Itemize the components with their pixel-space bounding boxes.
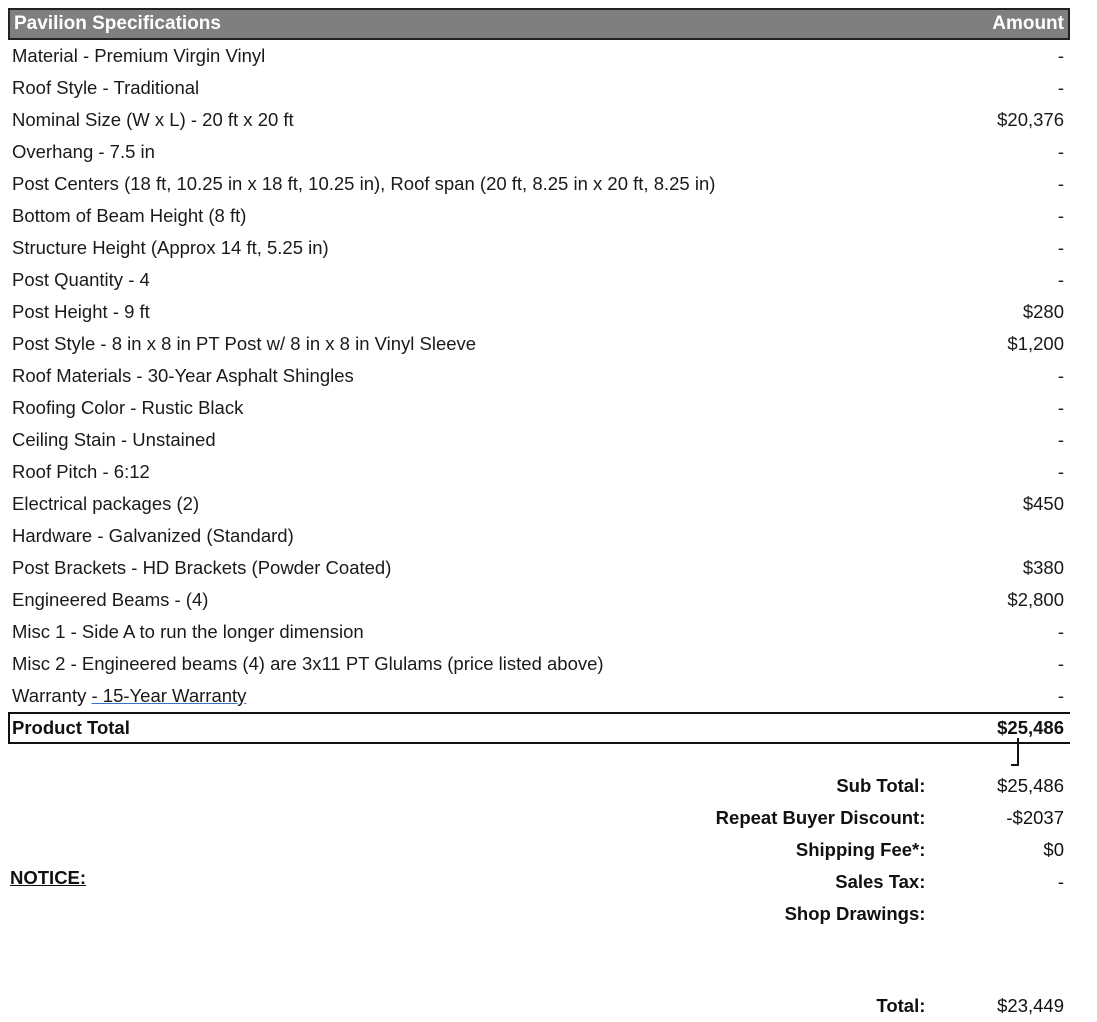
- table-row: [8, 104, 1070, 136]
- row-description: Post Centers (18 ft, 10.25 in x 18 ft, 10.25 in), Roof span (20 ft, 8.25 in x 20 ft, 8.25 in): [12, 173, 716, 194]
- total-row: [600, 990, 1070, 1022]
- table-row: [8, 456, 1070, 488]
- warranty-link[interactable]: - 15-Year Warranty: [91, 685, 247, 706]
- row-amount: -: [1057, 45, 1064, 66]
- row-description: Roof Materials - 30-Year Asphalt Shingles: [12, 365, 354, 386]
- row-description: Bottom of Beam Height (8 ft): [12, 205, 247, 226]
- header-spec-label: Pavilion Specifications: [14, 13, 221, 34]
- grand-total-section: [600, 990, 1070, 1022]
- row-amount: -: [1057, 205, 1064, 226]
- row-description: Post Brackets - HD Brackets (Powder Coated): [12, 557, 392, 578]
- row-amount: -: [1057, 653, 1064, 674]
- sales-tax-value: -: [1057, 871, 1064, 892]
- header-amount-label: Amount: [992, 13, 1064, 34]
- table-row: [8, 360, 1070, 392]
- table-row: [8, 392, 1070, 424]
- row-description: Ceiling Stain - Unstained: [12, 429, 216, 450]
- table-row: [8, 200, 1070, 232]
- notice-label: NOTICE:: [10, 867, 87, 888]
- row-description: Electrical packages (2): [12, 493, 200, 514]
- text-cursor-icon: [1017, 738, 1019, 766]
- table-row: [8, 72, 1070, 104]
- row-amount: -: [1057, 237, 1064, 258]
- discount-row: [600, 802, 1070, 834]
- row-amount: -: [1057, 461, 1064, 482]
- row-amount: -: [1057, 685, 1064, 706]
- product-total-amount[interactable]: $25,486: [997, 717, 1064, 738]
- sales-tax-label: Sales Tax:: [835, 871, 926, 892]
- row-amount: -: [1057, 173, 1064, 194]
- shipping-row: [600, 834, 1070, 866]
- row-description: Hardware - Galvanized (Standard): [12, 525, 294, 546]
- row-description: Misc 1 - Side A to run the longer dimension: [12, 621, 364, 642]
- row-description: Overhang - 7.5 in: [12, 141, 155, 162]
- row-amount: -: [1057, 77, 1064, 98]
- row-description: Roof Pitch - 6:12: [12, 461, 150, 482]
- row-description: Post Style - 8 in x 8 in PT Post w/ 8 in x 8 in Vinyl Sleeve: [12, 333, 477, 354]
- table-row: [8, 648, 1070, 680]
- table-row: [8, 136, 1070, 168]
- total-value: $23,449: [997, 995, 1064, 1016]
- warranty-prefix: Warranty: [12, 685, 92, 706]
- product-total-label: Product Total: [12, 717, 130, 738]
- sub-total-row: [600, 770, 1070, 802]
- row-amount: $380: [1022, 557, 1064, 578]
- total-label: Total:: [876, 995, 926, 1016]
- sub-total-value: $25,486: [997, 775, 1064, 796]
- row-description: Post Quantity - 4: [12, 269, 150, 290]
- row-amount: -: [1057, 397, 1064, 418]
- row-description: [8, 685, 246, 707]
- row-amount: $280: [1022, 301, 1064, 322]
- row-description: Material - Premium Virgin Vinyl: [12, 45, 266, 66]
- row-description: Roofing Color - Rustic Black: [12, 397, 244, 418]
- discount-label: Repeat Buyer Discount:: [715, 807, 926, 828]
- row-description: Misc 2 - Engineered beams (4) are 3x11 PT Glulams (price listed above): [12, 653, 604, 674]
- shop-drawings-label: Shop Drawings:: [784, 903, 926, 924]
- shipping-value: $0: [1043, 839, 1064, 860]
- pavilion-spec-table: [8, 8, 1070, 744]
- table-row: [8, 584, 1070, 616]
- sub-total-label: Sub Total:: [836, 775, 926, 796]
- row-description: Nominal Size (W x L) - 20 ft x 20 ft: [12, 109, 294, 130]
- shop-drawings-row: [600, 898, 1070, 930]
- row-amount: -: [1057, 141, 1064, 162]
- row-description: Engineered Beams - (4): [12, 589, 209, 610]
- summary-section: [600, 770, 1070, 930]
- row-amount: -: [1057, 621, 1064, 642]
- table-header: [8, 8, 1070, 40]
- discount-value: -$2037: [1006, 807, 1064, 828]
- table-row: [8, 232, 1070, 264]
- table-row: [8, 264, 1070, 296]
- row-amount: $450: [1022, 493, 1064, 514]
- row-amount: $1,200: [1007, 333, 1064, 354]
- shipping-label: Shipping Fee*:: [795, 839, 926, 860]
- row-amount: -: [1057, 269, 1064, 290]
- row-amount: $20,376: [997, 109, 1064, 130]
- row-description: Roof Style - Traditional: [12, 77, 200, 98]
- table-row: [8, 520, 1070, 552]
- product-total-row: [8, 712, 1070, 744]
- row-description: Post Height - 9 ft: [12, 301, 150, 322]
- sales-tax-row: [600, 866, 1070, 898]
- table-row: [8, 616, 1070, 648]
- table-row: [8, 40, 1070, 72]
- table-row: [8, 488, 1070, 520]
- table-row: [8, 424, 1070, 456]
- row-amount: -: [1057, 365, 1064, 386]
- table-row: [8, 552, 1070, 584]
- table-row: [8, 296, 1070, 328]
- warranty-row: [8, 680, 1070, 712]
- table-row: [8, 328, 1070, 360]
- row-amount: $2,800: [1007, 589, 1064, 610]
- row-amount: -: [1057, 429, 1064, 450]
- table-row: [8, 168, 1070, 200]
- row-description: Structure Height (Approx 14 ft, 5.25 in): [12, 237, 329, 258]
